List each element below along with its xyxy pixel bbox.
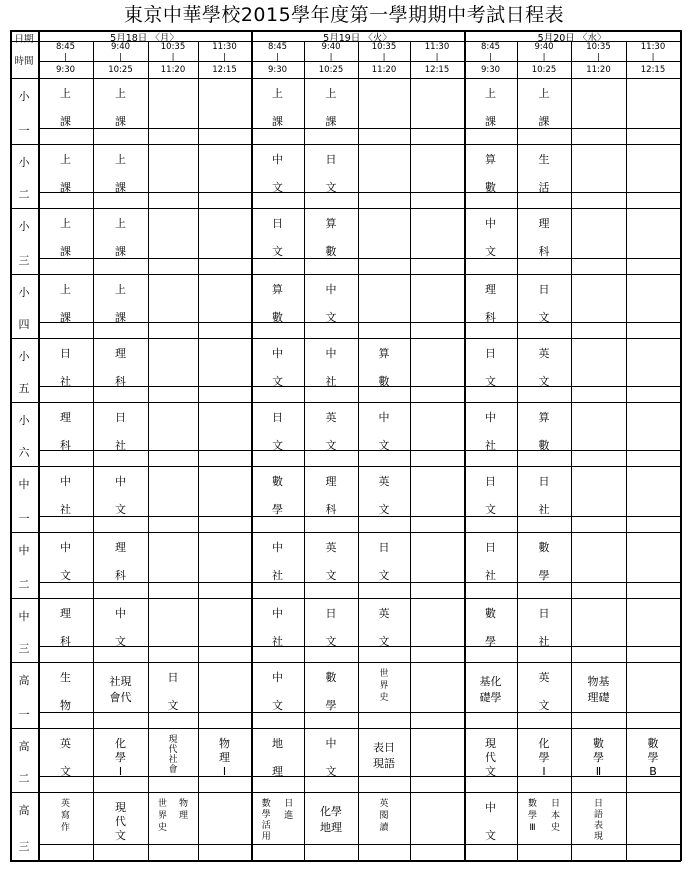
cell-char: 會 [168, 765, 178, 775]
cell-text: 文 [115, 829, 126, 842]
cell-text: 理 [115, 347, 126, 360]
cell-text: 文 [538, 699, 550, 712]
row-label-top: 小 [18, 156, 30, 169]
cell-text: 理 [325, 475, 337, 488]
col-line [410, 41, 411, 860]
row-label-top: 中 [18, 478, 30, 491]
row-line [10, 598, 680, 599]
cell-text-top: 基化 [479, 675, 502, 688]
cell-text: 日 [378, 541, 390, 554]
cell-text: 課 [485, 115, 496, 128]
cell-text: 日 [325, 153, 337, 166]
cell-text: 文 [115, 503, 126, 516]
cell-char: 英 [60, 799, 70, 809]
period-start: 11:30 [640, 42, 666, 52]
row-subline [38, 712, 680, 713]
cell-text: 英 [538, 347, 550, 360]
cell-text: 中 [485, 217, 496, 230]
row-label-bottom: 二 [18, 578, 30, 591]
row-label-bottom: 六 [18, 446, 30, 459]
row-label-top: 中 [18, 610, 30, 623]
cell-text: 文 [485, 765, 496, 778]
row-label-bottom: 一 [18, 124, 30, 137]
period-dash: | [382, 53, 386, 63]
cell-char: 社 [168, 755, 178, 765]
day-header: 5月18日 〈月〉 [110, 33, 179, 44]
row-line [10, 402, 680, 403]
cell-text: 科 [115, 375, 126, 388]
cell-text: Ⅰ [542, 765, 546, 778]
cell-text: 英 [325, 541, 337, 554]
cell-text: 日 [60, 347, 71, 360]
cell-text: 文 [325, 635, 337, 648]
row-label-bottom: 二 [18, 772, 30, 785]
cell-text: 地 [272, 737, 283, 750]
period-start: 8:45 [480, 42, 501, 52]
period-start: 9:40 [321, 42, 341, 52]
cell-text-bottom: 地理 [320, 821, 342, 834]
cell-text: 化 [538, 737, 550, 750]
page-title: 東京中華學校2015學年度第一學期期中考試日程表 [123, 4, 565, 26]
cell-text: 日 [115, 411, 126, 424]
period-dash: | [329, 53, 333, 63]
period-dash: | [119, 53, 122, 63]
cell-text: 日 [167, 671, 179, 684]
cell-text: 中 [115, 475, 126, 488]
cell-text: 日 [485, 541, 496, 554]
cell-text: 算 [325, 217, 337, 230]
period-dash: | [276, 53, 279, 63]
row-subline [38, 128, 680, 129]
cell-text: 學 [485, 635, 496, 648]
cell-text: 數 [593, 737, 604, 750]
cell-char: 閱 [379, 811, 389, 821]
cell-text: 中 [115, 607, 126, 620]
cell-text: 文 [272, 439, 283, 452]
period-start: 9:40 [534, 42, 554, 52]
cell-text: 活 [538, 181, 550, 194]
cell-text: 中 [272, 347, 283, 360]
cell-text: 上 [485, 87, 496, 100]
row-label-bottom: 三 [18, 840, 30, 853]
cell-char: 物 [178, 799, 188, 809]
cell-text: 英 [378, 607, 390, 620]
cell-text: 文 [378, 635, 390, 648]
cell-text: 學 [325, 699, 337, 712]
cell-text: 課 [115, 311, 126, 324]
row-line [10, 466, 680, 467]
cell-text: 文 [272, 181, 283, 194]
row-line [10, 78, 680, 79]
cell-char: 學 [527, 811, 537, 821]
cell-text: B [649, 765, 657, 778]
row-label-top: 小 [18, 414, 30, 427]
row-label-bottom: 四 [18, 318, 30, 331]
cell-text: 文 [378, 569, 390, 582]
cell-text: 數 [538, 439, 550, 452]
cell-text: 日 [538, 607, 550, 620]
cell-text: 文 [115, 635, 126, 648]
cell-text: 中 [272, 607, 283, 620]
period-dash: | [489, 53, 492, 63]
period-end: 12:15 [424, 65, 450, 75]
time-label: 時間 [14, 56, 34, 67]
cell-text: Ⅱ [595, 765, 602, 778]
cell-text: 理 [538, 217, 550, 230]
cell-text: 中 [325, 737, 337, 750]
cell-text: 學 [272, 503, 283, 516]
cell-text: 中 [60, 541, 71, 554]
cell-char: 學 [261, 810, 271, 820]
cell-text: 中 [325, 283, 337, 296]
row-line [10, 662, 680, 663]
cell-char: 本 [550, 811, 560, 821]
cell-char: 界 [379, 681, 389, 691]
cell-text-bottom: 理礎 [587, 691, 610, 704]
cell-text: 日 [272, 217, 283, 230]
cell-text: 文 [272, 375, 283, 388]
cell-text: 社 [272, 569, 283, 582]
cell-text: 數 [325, 671, 337, 684]
cell-text: 中 [272, 153, 283, 166]
cell-text: 文 [485, 829, 496, 842]
cell-text: 課 [325, 115, 337, 128]
cell-text: 中 [325, 347, 337, 360]
cell-text: 英 [60, 737, 71, 750]
row-subline [38, 258, 680, 259]
cell-text: 數 [647, 737, 659, 750]
row-line [10, 338, 680, 339]
period-start: 9:40 [110, 42, 131, 52]
cell-text: 課 [115, 115, 126, 128]
period-dash: | [64, 53, 67, 63]
cell-char: 用 [261, 832, 271, 842]
cell-char: 寫 [60, 811, 70, 821]
cell-text: 代 [115, 815, 126, 828]
cell-text: 上 [115, 87, 126, 100]
cell-text: 社 [538, 635, 550, 648]
period-end: 9:30 [267, 65, 288, 75]
cell-text: 日 [538, 475, 550, 488]
cell-text-bottom: 礎學 [479, 691, 502, 704]
row-label-top: 小 [18, 220, 30, 233]
period-end: 9:30 [480, 65, 501, 75]
row-subline [38, 516, 680, 517]
date-label: 日期 [14, 34, 34, 45]
row-label-top: 小 [18, 286, 30, 299]
row-label-top: 中 [18, 544, 30, 557]
row-label-bottom: 二 [18, 188, 30, 201]
cell-char: 日 [593, 799, 603, 809]
period-end: 10:25 [108, 65, 133, 75]
cell-text: 文 [325, 181, 337, 194]
cell-text: 物 [60, 699, 71, 712]
cell-text: 上 [115, 153, 126, 166]
cell-text: 文 [272, 699, 283, 712]
period-end: 11:20 [371, 65, 397, 75]
cell-text: 算 [485, 153, 496, 166]
border-bottom [10, 860, 681, 862]
cell-text: 課 [60, 245, 71, 258]
cell-text: 英 [378, 475, 390, 488]
cell-text: 日 [272, 411, 283, 424]
cell-text: 理 [272, 765, 283, 778]
cell-text: 文 [485, 503, 496, 516]
cell-text-top: 表日 [373, 741, 395, 754]
cell-text: 日 [485, 475, 496, 488]
row-line [10, 208, 680, 209]
cell-char: 界 [157, 811, 167, 821]
cell-text: 文 [272, 245, 283, 258]
cell-text: Ⅰ [222, 765, 227, 778]
cell-char: 世 [379, 669, 389, 679]
cell-text: 文 [167, 699, 179, 712]
period-start: 8:45 [267, 42, 288, 52]
cell-text: 課 [115, 245, 126, 258]
cell-text: 文 [485, 245, 496, 258]
cell-text: 文 [325, 439, 337, 452]
cell-char: 史 [379, 693, 389, 703]
cell-text-bottom: 會代 [109, 691, 132, 704]
cell-text: 數 [378, 375, 390, 388]
cell-text: 文 [325, 311, 337, 324]
cell-text: 社 [485, 569, 496, 582]
cell-text-top: 物基 [587, 675, 610, 688]
period-dash: | [542, 53, 546, 63]
cell-text: 理 [60, 607, 71, 620]
cell-char: 世 [157, 799, 167, 809]
row-label-top: 高 [18, 804, 30, 817]
period-end: 11:20 [586, 65, 611, 75]
cell-char: 數 [261, 799, 271, 809]
cell-text: 理 [115, 541, 126, 554]
period-start: 10:35 [586, 42, 611, 52]
cell-text: 學 [538, 751, 550, 764]
cell-char: Ⅲ [529, 823, 536, 833]
row-line [10, 532, 680, 533]
cell-char: 表 [593, 821, 603, 831]
period-dash: | [435, 53, 439, 63]
cell-text: 學 [593, 751, 604, 764]
cell-text: 科 [485, 311, 496, 324]
cell-char: 代 [168, 745, 178, 755]
cell-text: 課 [60, 181, 71, 194]
cell-text: 文 [325, 569, 337, 582]
cell-text: 社 [485, 439, 496, 452]
cell-char: 日 [550, 799, 560, 809]
period-dash: | [597, 53, 600, 63]
period-end: 9:30 [55, 65, 76, 75]
row-subline [38, 844, 680, 845]
cell-text: 社 [272, 635, 283, 648]
cell-text: 科 [325, 503, 337, 516]
cell-text: 文 [538, 311, 550, 324]
cell-text-bottom: 現語 [373, 757, 395, 770]
cell-text: Ⅰ [118, 765, 123, 778]
cell-text: 課 [115, 181, 126, 194]
cell-text: 算 [538, 411, 550, 424]
cell-text: 文 [60, 765, 71, 778]
period-start: 10:35 [160, 42, 186, 52]
cell-char: 作 [60, 823, 70, 833]
cell-char: 讀 [379, 823, 389, 833]
cell-text: 學 [647, 751, 659, 764]
period-start: 11:30 [212, 42, 237, 52]
cell-text: 文 [60, 569, 71, 582]
cell-text: 社 [60, 503, 71, 516]
cell-text: 上 [325, 87, 337, 100]
cell-char: 現 [168, 735, 178, 745]
cell-text: 上 [272, 87, 283, 100]
cell-text: 社 [538, 503, 550, 516]
period-dash: | [223, 53, 226, 63]
cell-text: 中 [485, 411, 496, 424]
cell-text: 中 [485, 801, 496, 814]
row-subline [38, 582, 680, 583]
cell-char: 現 [593, 832, 603, 842]
cell-text: 算 [378, 347, 390, 360]
cell-char: 活 [261, 821, 271, 831]
cell-char: 進 [284, 811, 294, 821]
cell-text: 數 [272, 311, 283, 324]
cell-char: 數 [527, 799, 537, 809]
cell-text: 日 [538, 283, 550, 296]
cell-text: 文 [378, 503, 390, 516]
period-start: 11:30 [424, 42, 450, 52]
cell-text: 課 [538, 115, 550, 128]
cell-text: 中 [272, 671, 283, 684]
cell-text: 理 [485, 283, 496, 296]
row-line [10, 274, 680, 275]
cell-text: 中 [60, 475, 71, 488]
cell-text: 文 [538, 375, 550, 388]
cell-text: 英 [325, 411, 337, 424]
row-line [10, 792, 680, 793]
cell-text: 上 [60, 283, 71, 296]
cell-text: 理 [219, 751, 230, 764]
period-start: 8:45 [55, 42, 76, 52]
cell-text: 數 [272, 475, 283, 488]
period-start: 10:35 [371, 42, 397, 52]
cell-text: 文 [485, 375, 496, 388]
cell-text: 科 [115, 569, 126, 582]
row-label-bottom: 三 [18, 254, 30, 267]
cell-text: 化 [115, 737, 126, 750]
cell-text-top: 社現 [109, 675, 132, 688]
cell-text: 中 [272, 541, 283, 554]
day-header: 5月19日 〈火〉 [323, 33, 392, 44]
row-line [10, 144, 680, 145]
cell-text: 上 [115, 283, 126, 296]
cell-text: 生 [60, 671, 71, 684]
day-header: 5月20日 〈水〉 [537, 33, 607, 44]
cell-text: 現 [485, 737, 496, 750]
period-end: 12:15 [212, 65, 237, 75]
border-right [680, 30, 682, 861]
cell-text: 現 [115, 801, 126, 814]
cell-char: 理 [178, 811, 188, 821]
cell-text: 日 [485, 347, 496, 360]
cell-text: 社 [115, 439, 126, 452]
cell-text: 物 [219, 737, 230, 750]
cell-text: 數 [538, 541, 550, 554]
period-end: 10:25 [318, 65, 344, 75]
cell-text: 上 [115, 217, 126, 230]
cell-text: 科 [60, 439, 71, 452]
row-label-bottom: 一 [18, 708, 30, 721]
cell-text: 數 [485, 607, 496, 620]
cell-text: 學 [538, 569, 550, 582]
cell-text: 文 [378, 439, 390, 452]
cell-char: 英 [379, 799, 389, 809]
cell-text: 上 [60, 153, 71, 166]
header-subline [38, 61, 680, 62]
cell-text: 數 [485, 181, 496, 194]
row-label-top: 高 [18, 740, 30, 753]
period-dash: | [651, 53, 655, 63]
row-label-bottom: 一 [18, 512, 30, 525]
cell-text: 數 [325, 245, 337, 258]
cell-char: 史 [157, 823, 167, 833]
cell-text: 社 [60, 375, 71, 388]
cell-text: 課 [60, 311, 71, 324]
row-label-top: 小 [18, 350, 30, 363]
period-end: 10:25 [531, 65, 557, 75]
cell-text: 生 [538, 153, 550, 166]
cell-text: 科 [60, 635, 71, 648]
cell-text: 課 [272, 115, 283, 128]
cell-text: 社 [325, 375, 337, 388]
cell-text: 算 [272, 283, 283, 296]
row-line [10, 728, 680, 729]
period-end: 11:20 [160, 65, 186, 75]
cell-text: 日 [325, 607, 337, 620]
cell-text: 代 [485, 751, 496, 764]
cell-text: 理 [60, 411, 71, 424]
cell-text: 英 [538, 671, 550, 684]
cell-char: 語 [593, 810, 603, 820]
cell-text: 中 [378, 411, 390, 424]
row-label-bottom: 三 [18, 642, 30, 655]
row-label-top: 小 [18, 90, 30, 103]
row-label-bottom: 五 [18, 382, 30, 395]
row-label-top: 高 [18, 674, 30, 687]
cell-text-top: 化學 [320, 805, 342, 818]
cell-text: 上 [538, 87, 550, 100]
cell-text: 科 [538, 245, 550, 258]
cell-char: 日 [284, 799, 294, 809]
cell-char: 史 [550, 823, 560, 833]
cell-text: 學 [115, 751, 126, 764]
period-end: 12:15 [640, 65, 666, 75]
cell-text: 上 [60, 217, 71, 230]
cell-text: 文 [325, 765, 337, 778]
cell-text: 上 [60, 87, 71, 100]
period-dash: | [171, 53, 175, 63]
cell-text: 課 [60, 115, 71, 128]
